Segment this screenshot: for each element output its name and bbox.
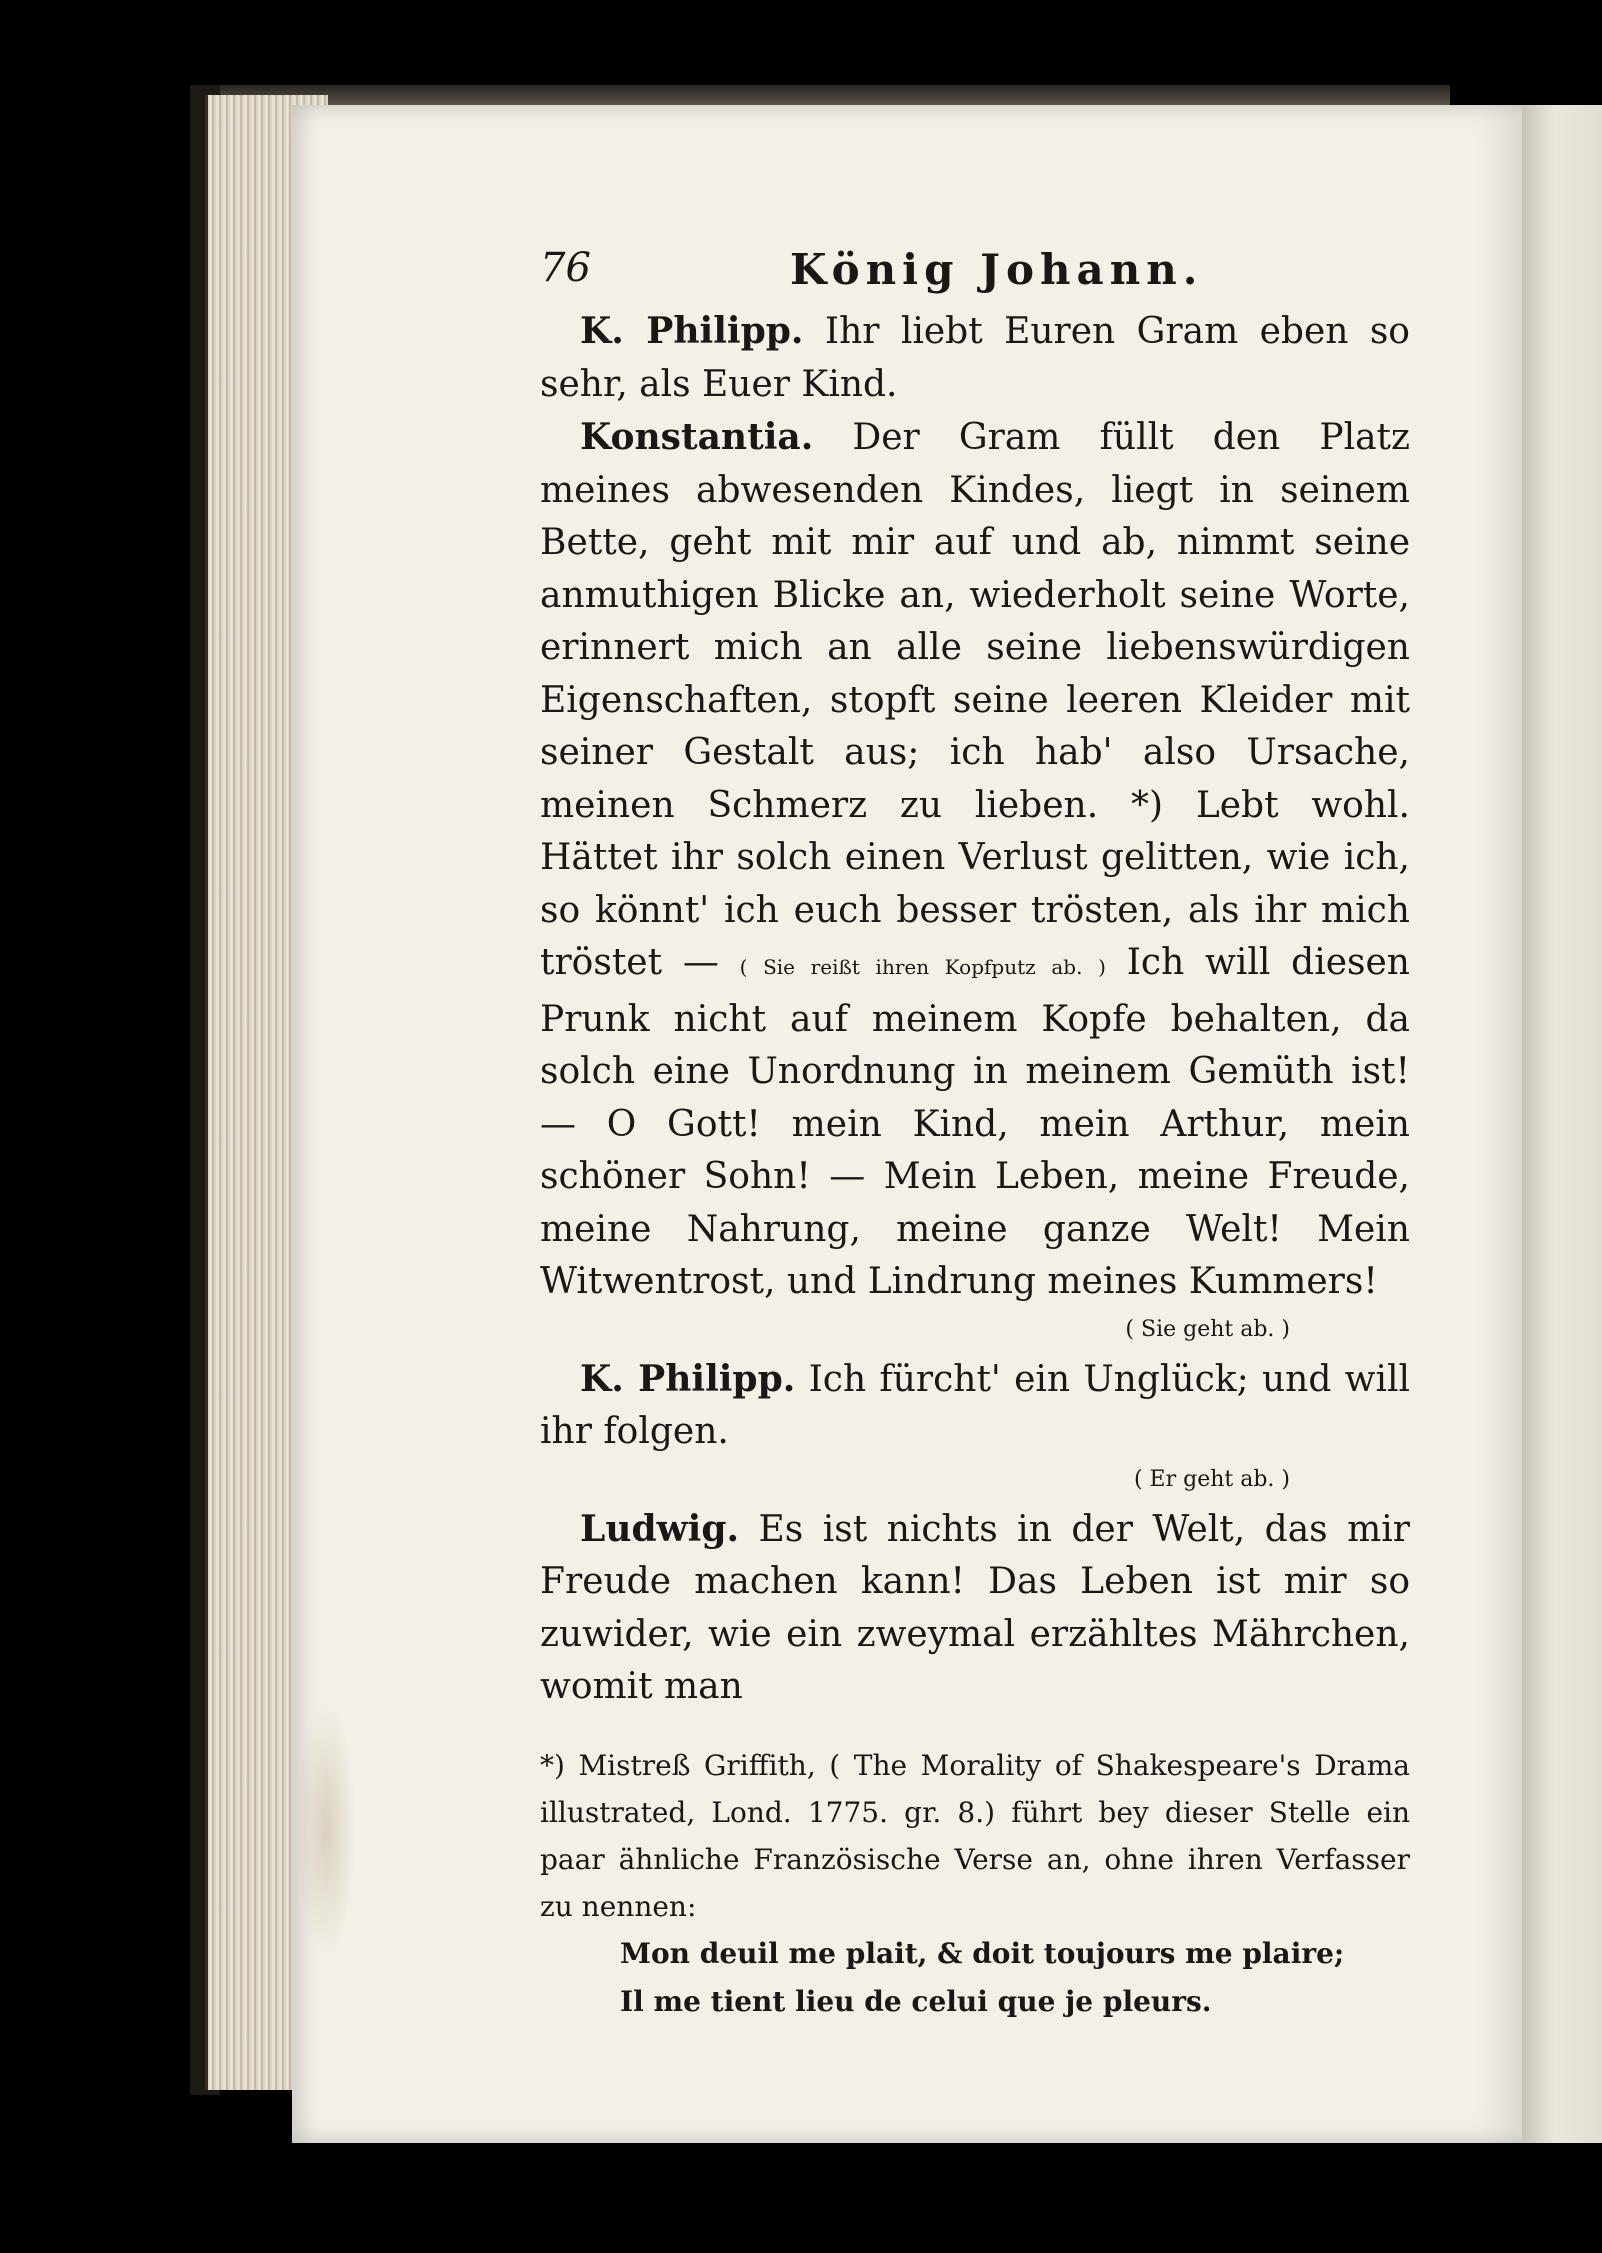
speech-philipp-1 [540, 305, 1410, 411]
speech-konstantia [540, 411, 1410, 1309]
page-number: 76 [540, 245, 591, 291]
speech-text: Ich will diesen Prunk nicht auf meinem Kopfe behalten, da solch eine Unordnung in meinem Gemüth ist! — O Gott! mein Kind, mein Arthur, mein schöner Sohn! — Mein Leben, meine Freude, meine Nahrung, meine ganze Welt! Mein Witwentrost, und Lindrung meines Kummers! [540, 942, 1410, 1302]
footnote-text: *) Mistreß Griffith, ( The Morality of Shakespeare's Drama illustrated, Lond. 1775. gr. 8.) führt bey dieser Stelle ein paar ähnliche Französische Verse an, ohne ihren Verfasser zu nennen: [540, 1748, 1410, 1923]
book-top-edge [220, 85, 1450, 105]
speech-philipp-2 [540, 1353, 1410, 1459]
footnote-verse-line: Il me tient lieu de celui que je pleurs. [620, 1984, 1212, 2018]
speech-text: Es ist nichts in der Welt, das mir Freude machen kann! Das Leben ist mir so zuwider, wie ein zweymal erzähltes Mährchen, womit man [540, 1508, 1410, 1707]
footnote [540, 1742, 1410, 2026]
stage-direction-exit: ( Er geht ab. ) [1133, 1466, 1290, 1492]
page-stain [296, 1700, 356, 1960]
speaker-name: Ludwig. [580, 1507, 740, 1550]
running-head [540, 245, 1410, 305]
speech-ludwig [540, 1503, 1410, 1714]
facing-page-edge [1522, 105, 1602, 2143]
speaker-name: Konstantia. [580, 416, 814, 458]
speaker-name: K. Philipp. [580, 310, 804, 352]
speech-text: Ich fürcht' ein Unglück; und will ihr folgen. [540, 1358, 1410, 1452]
speech-text: Ihr liebt Euren Gram eben so sehr, als Euer Kind. [540, 311, 1410, 405]
running-title: König Johann. [790, 245, 1204, 294]
speaker-name: K. Philipp. [580, 1357, 796, 1400]
stage-direction: ( Sie reißt ihren Kopfputz ab. ) [739, 955, 1106, 979]
speech-text: Der Gram füllt den Platz meines abwesenden Kindes, liegt in seinem Bette, geht mit mir auf und ab, nimmt seine anmuthigen Blicke an, wiederholt seine Worte, erinnert mich an alle seine liebenswürdigen Eigenschaften, stopft seine leeren Kleider mit seiner Gestalt aus; ich hab' also Ursache, meinen Schmerz zu lieben. *) Lebt wohl. Hättet ihr solch einen Verlust gelitten, wie ich, so könnt' ich euch besser trösten, als ihr mich tröstet — [540, 417, 1410, 983]
footnote-verse-line: Mon deuil me plait, & doit toujours me plaire; [620, 1936, 1345, 1970]
stage-direction-exit: ( Sie geht ab. ) [1125, 1316, 1290, 1342]
page-text [540, 245, 1410, 2026]
